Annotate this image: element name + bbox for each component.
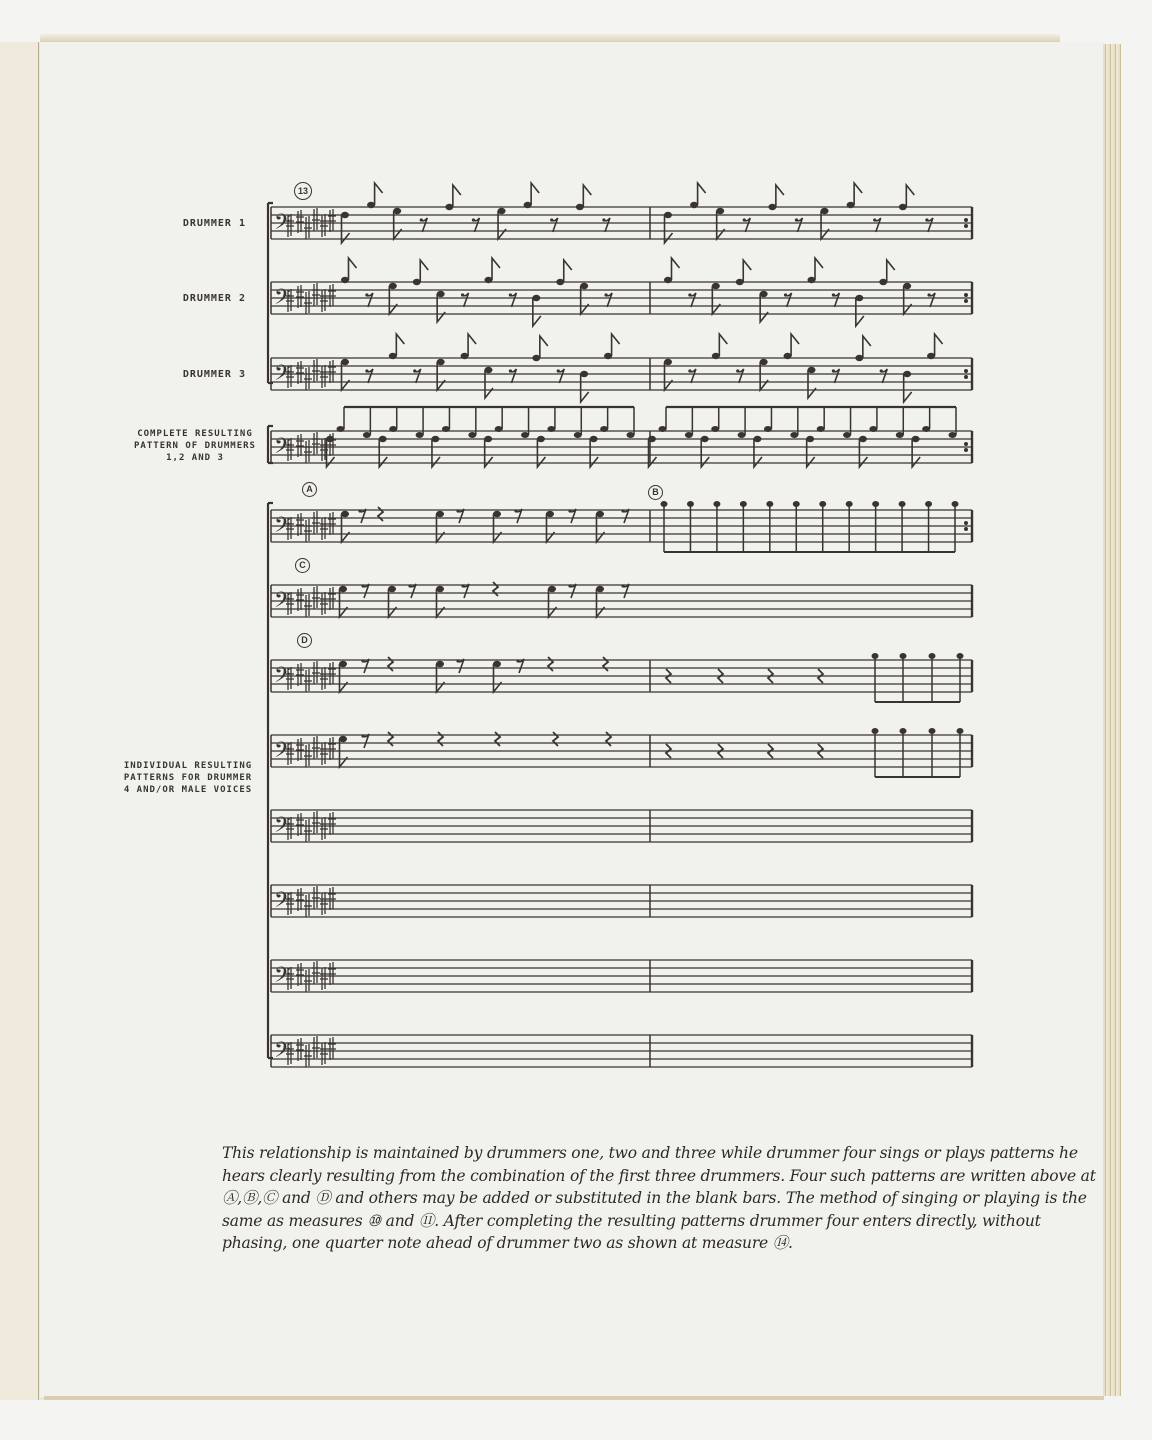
music-score: 𝄢 bbox=[0, 0, 1152, 1440]
result-label-line: PATTERN OF DRUMMERS bbox=[134, 441, 256, 451]
clef-key-signature bbox=[274, 886, 336, 918]
part-label-drummer-2: DRUMMER 2 bbox=[182, 293, 246, 304]
pattern-marker-b: B bbox=[648, 485, 663, 500]
instructions-line: Ⓐ,Ⓑ,Ⓒ and Ⓓ and others may be added or substituted in the blank bars. The method of singing or playing is the bbox=[222, 1189, 1087, 1207]
clef-key-signature bbox=[274, 283, 336, 315]
individual-label-line: PATTERNS FOR DRUMMER bbox=[123, 773, 253, 783]
individual-label-line: 4 AND/OR MALE VOICES bbox=[123, 785, 253, 795]
instructions-line: This relationship is maintained by drummers one, two and three while drummer four sings or plays patterns he bbox=[222, 1144, 1078, 1162]
clef-key-signature bbox=[274, 661, 336, 693]
clef-key-signature bbox=[274, 736, 336, 768]
result-label-line: 1,2 AND 3 bbox=[166, 453, 224, 463]
clef-key-signature bbox=[274, 1036, 336, 1068]
clef-key-signature bbox=[274, 511, 336, 543]
pattern-marker-d: D bbox=[297, 633, 312, 648]
pattern-marker-a: A bbox=[302, 482, 317, 497]
instructions-line: hears clearly resulting from the combination of the first three drummers. Four such patterns are written above at bbox=[222, 1166, 1096, 1185]
part-label-drummer-1: DRUMMER 1 bbox=[182, 218, 246, 229]
clef-key-signature bbox=[274, 811, 336, 843]
clef-key-signature bbox=[274, 961, 336, 993]
clef-key-signature bbox=[274, 359, 336, 391]
instructions-line: phasing, one quarter note ahead of drummer two as shown at measure ⑭. bbox=[222, 1234, 793, 1252]
part-label-drummer-3: DRUMMER 3 bbox=[182, 369, 246, 380]
clef-key-signature bbox=[274, 586, 336, 618]
instructions-line: same as measures ⑩ and ⑪. After completing the resulting patterns drummer four enters directly, without bbox=[222, 1211, 1041, 1230]
individual-label-line: INDIVIDUAL RESULTING bbox=[123, 761, 253, 771]
clef-key-signature bbox=[274, 208, 336, 240]
measure-number-13: 13 bbox=[294, 182, 312, 200]
pattern-marker-c: C bbox=[295, 558, 310, 573]
result-label-line: COMPLETE RESULTING bbox=[137, 429, 253, 439]
instructions-text bbox=[222, 1142, 1096, 1255]
